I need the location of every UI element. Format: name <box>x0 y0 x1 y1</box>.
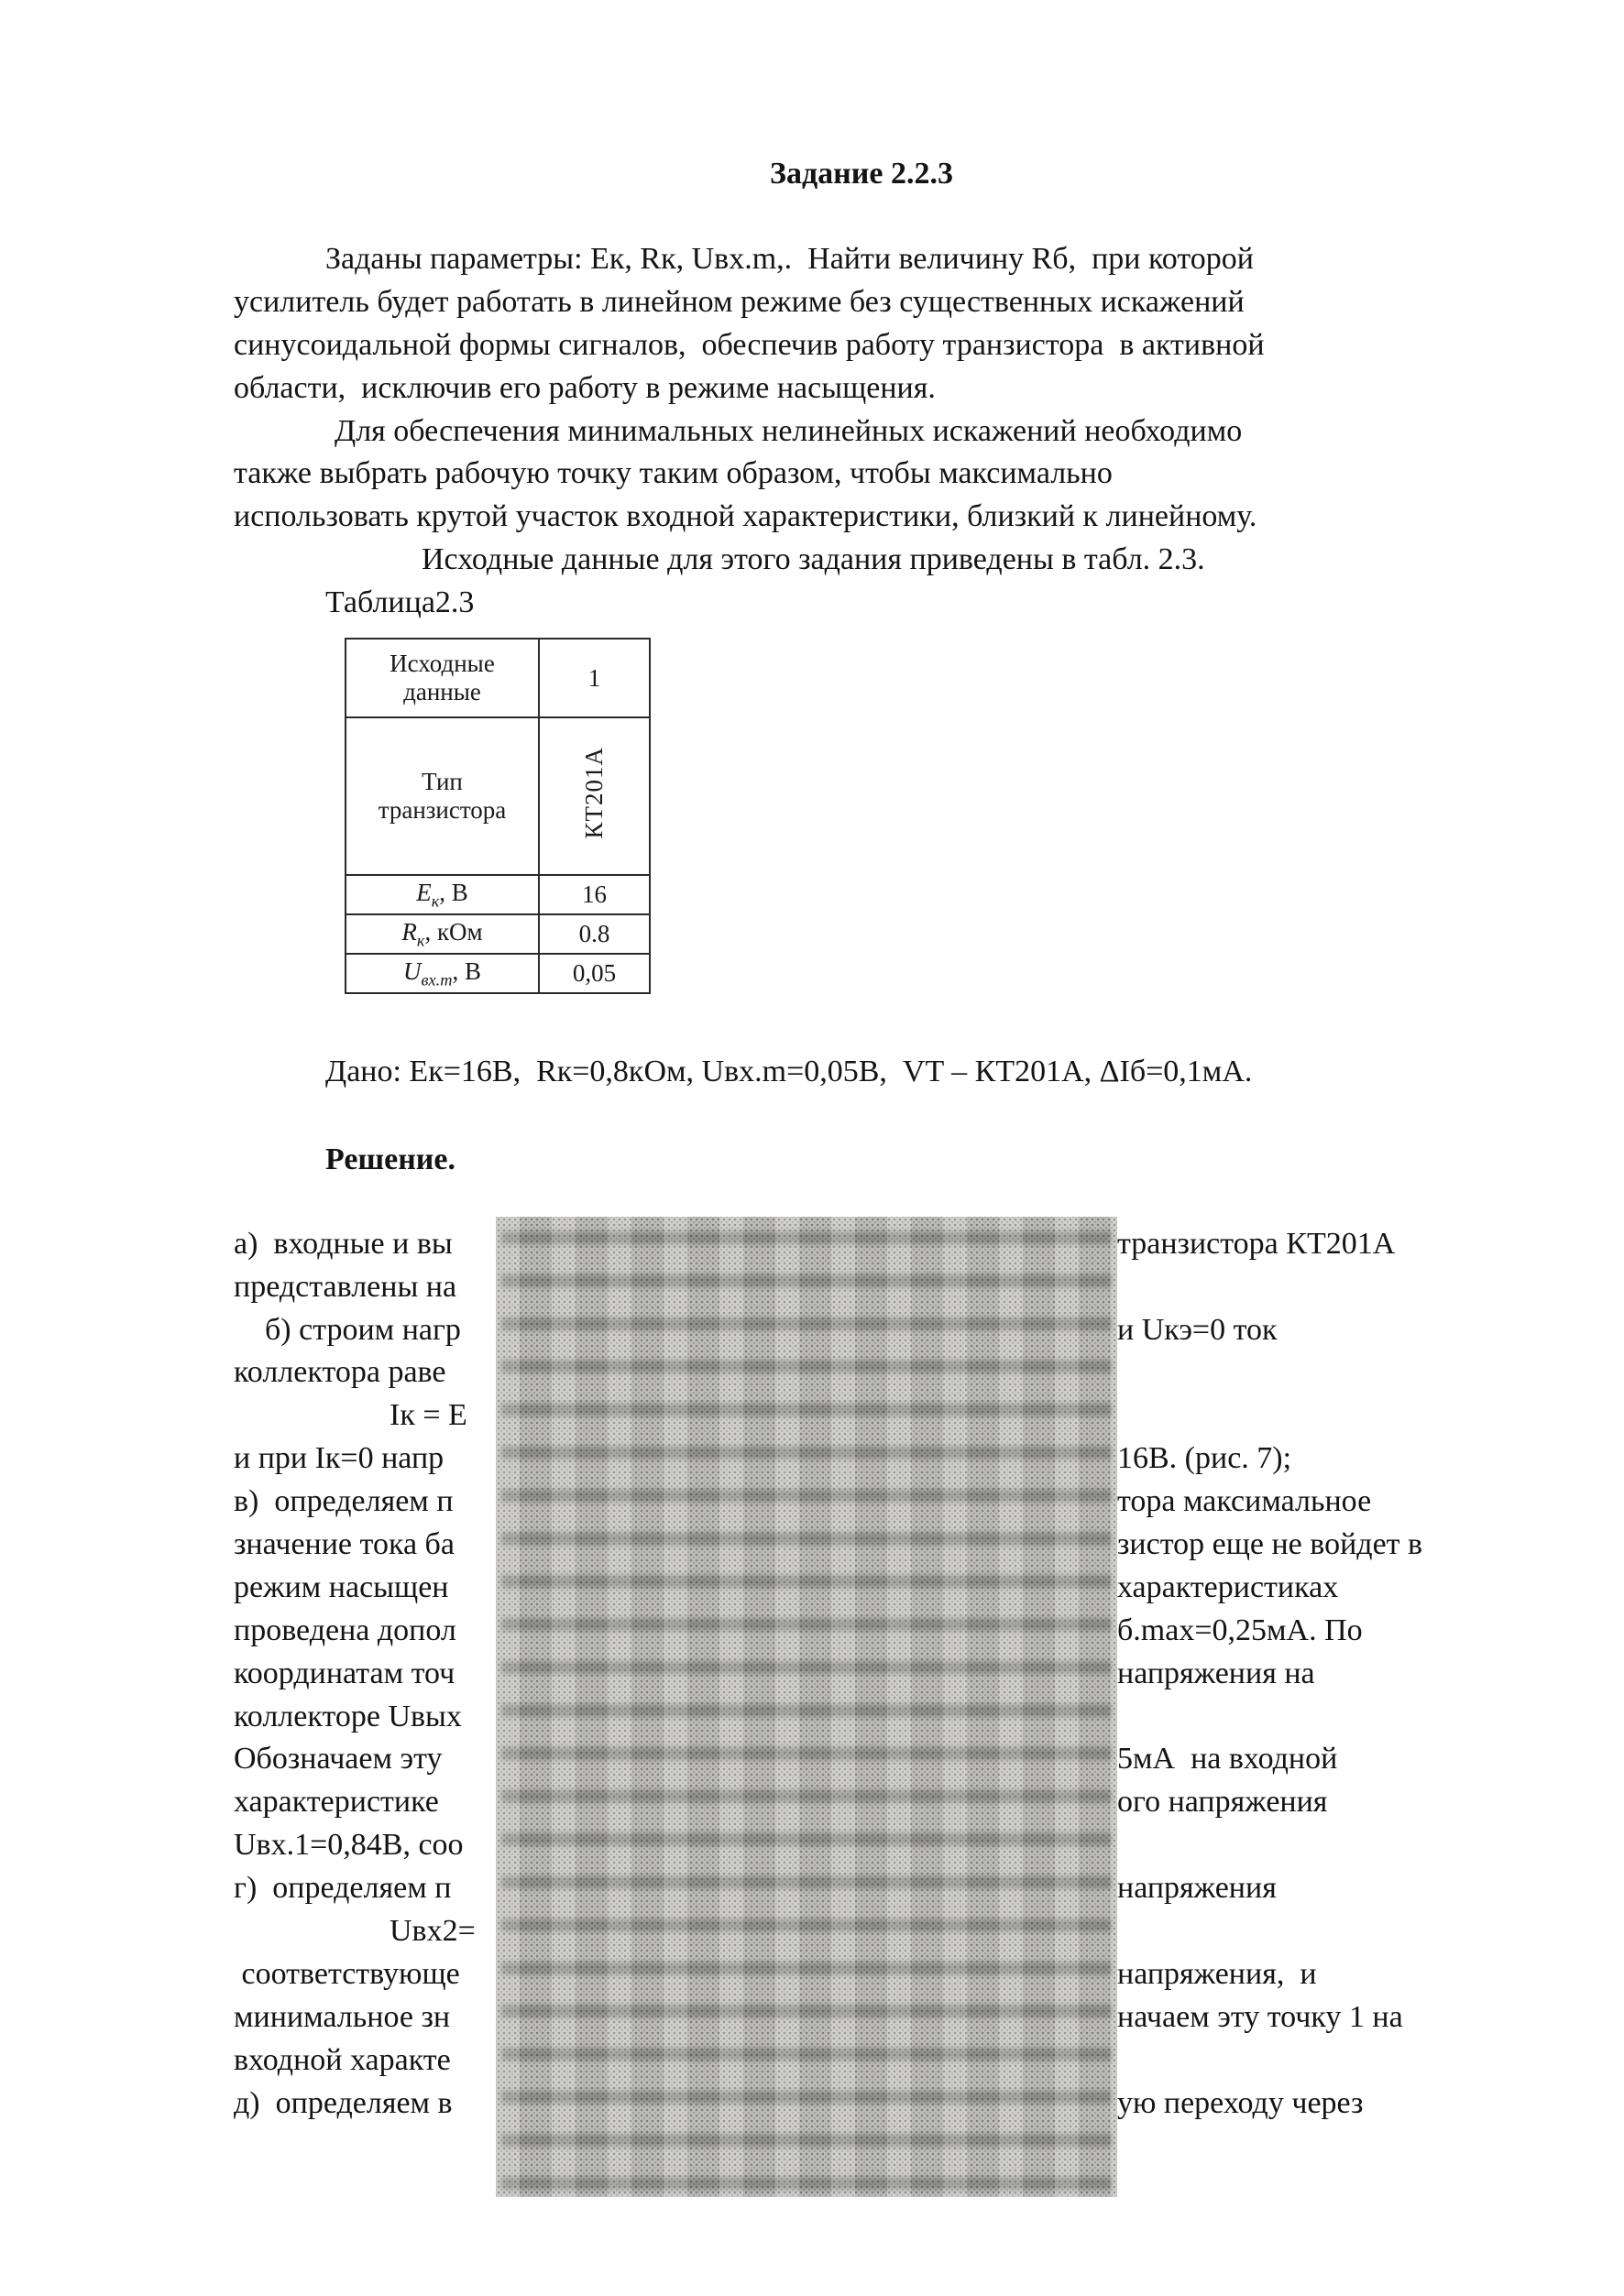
unit: , В <box>439 878 468 906</box>
text-line: Для обеспечения минимальных нелинейных искажений необходимо <box>335 413 1243 448</box>
text-line: Решение. <box>325 1142 455 1176</box>
uvxm-value-cell: 0,05 <box>539 954 650 993</box>
text-fragment-right: 16В. (рис. 7); <box>1117 1441 1292 1476</box>
text-fragment-left: и при Iк=0 напр <box>234 1441 444 1476</box>
text-fragment-left: режим насыщен <box>234 1569 449 1604</box>
text-fragment-left: Iк = Е <box>234 1398 467 1433</box>
text-fragment-left: минимальное зн <box>234 1999 451 2034</box>
table-row-ek <box>346 875 650 914</box>
text-line: синусоидальной формы сигналов, обеспечив работу транзистора в активной <box>234 327 1265 362</box>
unit: , кОм <box>424 917 483 946</box>
text-line: Таблица2.3 <box>325 585 475 620</box>
text-fragment-left: входной характе <box>234 2042 451 2077</box>
text-fragment-left: в) определяем п <box>234 1484 454 1519</box>
text-fragment-left: координатам точ <box>234 1656 455 1690</box>
text-fragment-right: зистор еще не войдет в <box>1117 1527 1423 1562</box>
assignment-title: Задание 2.2.3 <box>770 157 953 191</box>
text-line: Заданы параметры: Ек, Rк, Uвх.m,. Найти величину Rб, при которой <box>325 242 1254 276</box>
table-caption <box>234 582 1491 625</box>
paragraph-table-intro <box>234 539 1491 582</box>
transistor-label-line2: транзистора <box>378 796 507 825</box>
text-line: использовать крутой участок входной характеристики, близкий к линейному. <box>234 499 1257 534</box>
text-line: усилитель будет работать в линейном режиме без существенных искажений <box>234 284 1245 319</box>
text-fragment-left: характеристике <box>234 1785 439 1820</box>
text-line: области, исключив его работу в режиме насыщения. <box>234 370 936 405</box>
header-label-cell <box>346 639 539 717</box>
text-fragment-right: ую переходу через <box>1117 2085 1364 2120</box>
text-fragment-right: и Uкэ=0 ток <box>1117 1312 1278 1347</box>
unit: , В <box>452 957 481 985</box>
symbol-subscript: к <box>416 931 425 950</box>
text-fragment-left: соответствующе <box>234 1956 460 1991</box>
rk-value-cell: 0.8 <box>539 914 650 954</box>
text-fragment-left: коллектора раве <box>234 1355 446 1390</box>
rk-label-cell <box>346 914 539 954</box>
text-fragment-right: ого напряжения <box>1117 1785 1328 1820</box>
text-fragment-left: проведена допол <box>234 1613 456 1647</box>
symbol: R <box>401 917 417 946</box>
text-fragment-right: тора максимальное <box>1117 1484 1372 1519</box>
text-fragment-right: 5мА на входной <box>1117 1742 1338 1777</box>
symbol: U <box>403 957 422 985</box>
symbol-subscript: к <box>431 891 440 911</box>
text-fragment-left: значение тока ба <box>234 1527 455 1562</box>
table-row-rk <box>346 914 650 954</box>
text-fragment-right: б.max=0,25мА. По <box>1117 1613 1363 1647</box>
ek-label-cell <box>346 875 539 914</box>
transistor-value-cell <box>539 717 650 875</box>
text-fragment-right: начаем эту точку 1 на <box>1117 1999 1403 2034</box>
symbol-subscript: вх.m <box>421 970 453 989</box>
text-fragment-left: д) определяем в <box>234 2085 453 2120</box>
text-fragment-left: г) определяем п <box>234 1871 452 1906</box>
solution-heading <box>234 1139 1491 1182</box>
text-fragment-left: представлены на <box>234 1269 457 1304</box>
text-fragment-left: а) входные и вы <box>234 1226 453 1261</box>
text-fragment-right: напряжения, и <box>1117 1956 1317 1991</box>
transistor-label-cell <box>346 717 539 875</box>
given-data-line <box>234 1051 1491 1094</box>
paragraph-note <box>234 410 1491 540</box>
transistor-label-line1: Тип <box>422 768 463 796</box>
paragraph-task <box>234 238 1491 410</box>
text-fragment-left: коллекторе Uвых <box>234 1699 462 1733</box>
rotated-transistor-type: КТ201А <box>580 747 608 839</box>
text-fragment-right: напряжения <box>1117 1871 1277 1906</box>
document-body <box>234 238 1491 2126</box>
text-fragment-right: напряжения на <box>1117 1656 1315 1690</box>
ek-value-cell: 16 <box>539 875 650 914</box>
table-row-header <box>346 639 650 717</box>
header-label-line2: данные <box>403 678 481 706</box>
table-row-transistor <box>346 717 650 875</box>
uvxm-label-cell <box>346 954 539 993</box>
text-line: Дано: Ек=16В, Rк=0,8кОм, Uвх.m=0,05В, VT – КТ201А, ΔIб=0,1мА. <box>325 1055 1253 1089</box>
initial-data-table <box>345 638 651 994</box>
header-label-line1: Исходные <box>390 650 495 678</box>
text-fragment-right: характеристиках <box>1117 1569 1339 1604</box>
text-fragment-left: Uвх.1=0,84В, соо <box>234 1828 464 1863</box>
symbol: E <box>416 878 432 906</box>
text-fragment-left: Uвх2= <box>234 1914 476 1949</box>
header-value-cell: 1 <box>539 639 650 717</box>
text-line: также выбрать рабочую точку таким образом, чтобы максимально <box>234 456 1113 491</box>
text-fragment-left: б) строим нагр <box>234 1312 461 1347</box>
table-row-uvxm <box>346 954 650 993</box>
text-line: Исходные данные для этого задания приведены в табл. 2.3. <box>422 542 1205 577</box>
text-fragment-right: транзистора КТ201А <box>1117 1226 1396 1261</box>
text-fragment-left: Обозначаем эту <box>234 1742 443 1777</box>
solution-section <box>234 1223 1491 2126</box>
redacted-noise-block <box>496 1217 1117 2197</box>
